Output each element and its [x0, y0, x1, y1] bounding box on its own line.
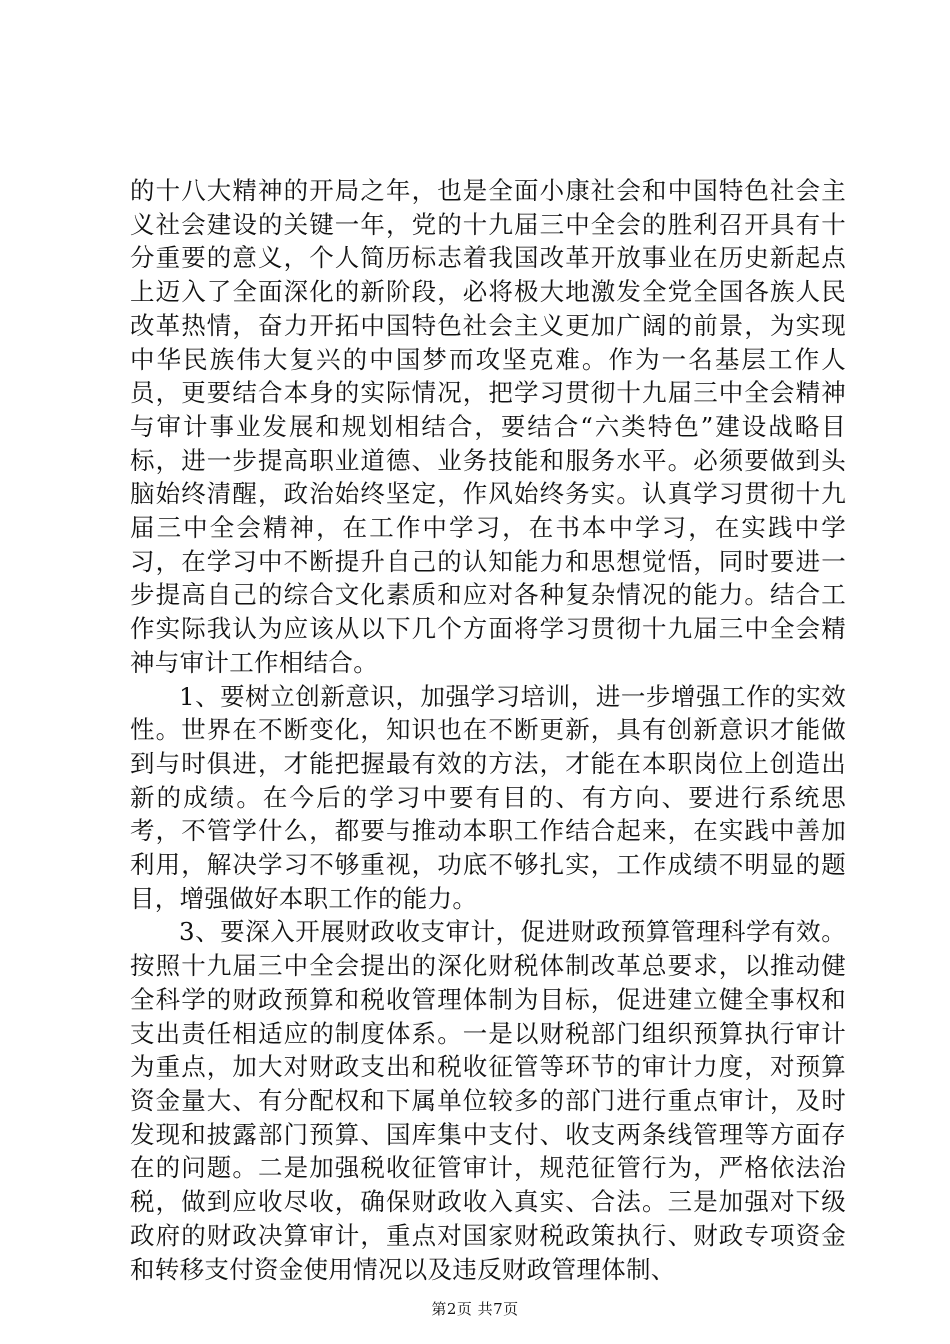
- paragraph-item-3: 3、要深入开展财政收支审计，促进财政预算管理科学有效。按照十九届三中全会提出的深化财税体制改革总要求，以推动健全科学的财政预算和税收管理体制为目标，促进建立健全事权和支出责任相适应的制度体系。一是以财税部门组织预算执行审计为重点，加大对财政支出和税收征管等环节的审计力度，对预算资金量大、有分配权和下属单位较多的部门进行重点审计，及时发现和披露部门预算、国库集中支付、收支两条线管理等方面存在的问题。二是加强税收征管审计，规范征管行为，严格依法治税，做到应收尽收，确保财政收入真实、合法。三是加强对下级政府的财政决算审计，重点对国家财税政策执行、财政专项资金和转移支付资金使用情况以及违反财政管理体制、: [130, 917, 846, 1284]
- paragraph-intro: 的十八大精神的开局之年，也是全面小康社会和中国特色社会主义社会建设的关键一年，党的十九届三中全会的胜利召开具有十分重要的意义，个人简历标志着我国改革开放事业在历史新起点上迈入了全面深化的新阶段，必将极大地激发全党全国各族人民改革热情，奋力开拓中国特色社会主义更加广阔的前景，为实现中华民族伟大复兴的中国梦而攻坚克难。作为一名基层工作人员，更要结合本身的实际情况，把学习贯彻十九届三中全会精神与审计事业发展和规划相结合，要结合“六类特色”建设战略目标，进一步提高职业道德、业务技能和服务水平。必须要做到头脑始终清醒，政治始终坚定，作风始终务实。认真学习贯彻十九届三中全会精神，在工作中学习，在书本中学习，在实践中学习，在学习中不断提升自己的认知能力和思想觉悟，同时要进一步提高自己的综合文化素质和应对各种复杂情况的能力。结合工作实际我认为应该从以下几个方面将学习贯彻十九届三中全会精神与审计工作相结合。: [130, 176, 846, 677]
- document-body: [130, 174, 846, 1286]
- page-number-footer: 第2页 共7页: [431, 1300, 519, 1318]
- paragraph-item-1: 1、要树立创新意识，加强学习培训，进一步增强工作的实效性。世界在不断变化，知识也在不断更新，具有创新意识才能做到与时俱进，才能把握最有效的方法，才能在本职岗位上创造出新的成绩。在今后的学习中要有目的、有方向、要进行系统思考，不管学什么，都要与推动本职工作结合起来，在实践中善加利用，解决学习不够重视，功底不够扎实，工作成绩不明显的题目，增强做好本职工作的能力。: [130, 681, 846, 913]
